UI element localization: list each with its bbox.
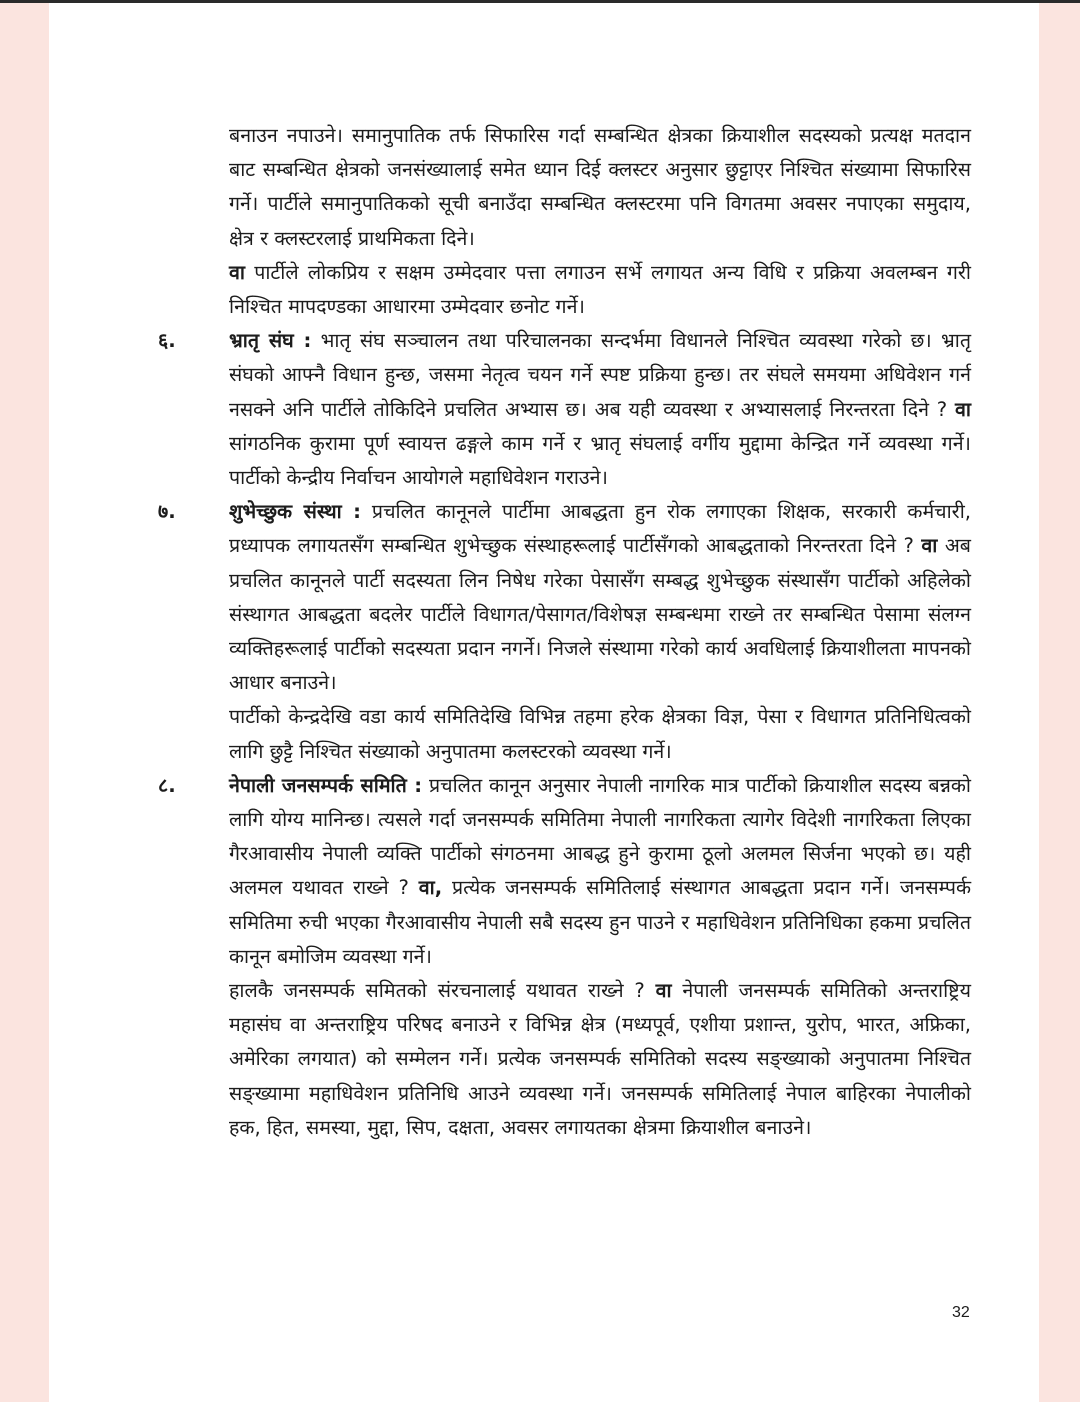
section-8-number: ८. [158,773,176,797]
section-6-or-keyword: वा [955,397,971,421]
page-number: 32 [952,1304,970,1321]
section-7 [158,495,971,769]
section-7-text-1: प्रचलित कानूनले पार्टीमा आबद्धता हुन रोक लगाएका शिक्षक, सरकारी कर्मचारी, प्रध्यापक लगायतसँग सम्बन्धित शुभेच्छुक संस्थाहरूलाई पार्टीसँगको आबद्धताको निरन्तरता दिने ? [229,500,971,558]
section-7-number: ७. [158,500,176,524]
section-7-continuation: पार्टीको केन्द्रदेखि वडा कार्य समितिदेखि विभिन्न तहमा हरेक क्षेत्रका विज्ञ, पेसा र विधागत प्रतिनिधित्वको लागि छुट्टै निश्चित संख्याको अनुपातमा कलस्टरको व्यवस्था गर्ने। [229,705,971,763]
section-8-continuation [229,974,971,1145]
section-8-paragraph [229,769,971,974]
section-8-text-1: प्रचलित कानून अनुसार नेपाली नागरिक मात्र पार्टीको क्रियाशील सदस्य बन्नको लागि योग्य मानिन्छ। त्यसले गर्दा जनसम्पर्क समितिमा नेपाली नागरिकता त्यागेर विदेशी नागरिकता लिएका गैरआवासीय नेपाली व्यक्ति पार्टीको संगठनमा आबद्ध हुने कुरामा ठूलो अलमल सिर्जना भएको छ। यही अलमल यथावत राख्ने ? [229,773,971,900]
section-8 [158,769,972,1145]
section-8-cont-or-keyword: वा [655,979,672,1003]
section-8-text-2: प्रत्येक जनसम्पर्क समितिलाई संस्थागत आबद्धता प्रदान गर्ने। जनसम्पर्क समितिमा रुची भएका गैरआवासीय नेपाली सबै सदस्य हुन पाउने र महाधिवेशन प्रतिनिधिका हकमा प्रचलित कानून बमोजिम व्यवस्था गर्ने। [229,876,972,968]
section-7-or-keyword: वा [921,534,938,558]
section-7-text-2: अब प्रचलित कानूनले पार्टी सदस्यता लिन निषेध गरेका पेसासँग सम्बद्ध शुभेच्छुक संस्थासँग पार्टीको अहिलेको संस्थागत आबद्धता बदलेर पार्टीले विधागत/पेसागत/विशेषज्ञ सम्बन्धमा राख्ने तर सम्बन्धित पेसामा संलग्न व्यक्तिहरूलाई पार्टीको सदस्यता प्रदान नगर्ने। निजले संस्थामा गरेको कार्य अवधिलाई क्रियाशीलता मापनको आधार बनाउने। [229,534,971,695]
section-7-heading: शुभेच्छुक संस्था : [229,500,362,524]
section-8-or-keyword: वा, [418,876,443,900]
section-6-heading: भ्रातृ संघ : [229,329,312,353]
section-8-cont-text-1: हालकै जनसम्पर्क समितको संरचनालाई यथावत राख्ने ? [229,979,656,1003]
section-8-heading: नेपाली जनसम्पर्क समिति : [229,773,423,797]
section-6-text-1: भातृ संघ सञ्चालन तथा परिचालनका सन्दर्भमा विधानले निश्चित व्यवस्था गरेको छ। भ्रातृ संघको आफ्नै विधान हुन्छ, जसमा नेतृत्व चयन गर्ने स्पष्ट प्रक्रिया हुन्छ। तर संघले समयमा अधिवेशन गर्न नसक्ने अनि पार्टीले तोकिदिने प्रचलित अभ्यास छ। अब यही व्यवस्था र अभ्यासलाई निरन्तरता दिने ? [229,329,971,421]
section-8-cont-text-2: नेपाली जनसम्पर्क समितिको अन्तराष्ट्रिय महासंघ वा अन्तराष्ट्रिय परिषद बनाउने र विभिन्न क्षेत्र (मध्यपूर्व, एशीया प्रशान्त, युरोप, भारत, अफ्रिका, अमेरिका लगयात) को सम्मेलन गर्ने। प्रत्येक जनसम्पर्क समितिको सदस्य सङ्ख्याको अनुपातमा निश्चित सङ्ख्यामा महाधिवेशन प्रतिनिधि आउने व्यवस्था गर्ने। जनसम्पर्क समितिलाई नेपाल बाहिरका नेपालीको हक, हित, समस्या, मुद्दा, सिप, दक्षता, अवसर लगायतका क्षेत्रमा क्रियाशील बनाउने। [229,979,971,1139]
intro-paragraph [229,119,971,324]
intro-text-1: बनाउन नपाउने। समानुपातिक तर्फ सिफारिस गर्दा सम्बन्धित क्षेत्रका क्रियाशील सदस्यको प्रत्यक्ष मतदान बाट सम्बन्धित क्षेत्रको जनसंख्यालाई समेत ध्यान दिई क्लस्टर अनुसार छुट्टाएर निश्चित संख्यामा सिफारिस गर्ने। पार्टीले समानुपातिकको सूची बनाउँदा सम्बन्धित क्लस्टरमा पनि विगतमा अवसर नपाएका समुदाय, क्षेत्र र क्लस्टरलाई प्राथमिकता दिने। [229,124,971,250]
page-content [158,119,972,1145]
intro-or-keyword: वा [229,260,245,284]
section-7-paragraph [229,495,971,700]
document-page [49,3,1039,1402]
section-6-number: ६. [158,329,176,353]
section-6-paragraph [229,324,971,495]
section-6-text-2: सांगठनिक कुरामा पूर्ण स्वायत्त ढङ्गले काम गर्ने र भ्रातृ संघलाई वर्गीय मुद्दामा केन्द्रित गर्ने व्यवस्था गर्ने। पार्टीको केन्द्रीय निर्वाचन आयोगले महाधिवेशन गराउने। [229,431,971,490]
section-6 [158,324,971,495]
intro-text-2: पार्टीले लोकप्रिय र सक्षम उम्मेदवार पत्ता लगाउन सर्भे लगायत अन्य विधि र प्रक्रिया अवलम्बन गरी निश्चित मापदण्डका आधारमा उम्मेदवार छनोट गर्ने। [229,260,971,319]
